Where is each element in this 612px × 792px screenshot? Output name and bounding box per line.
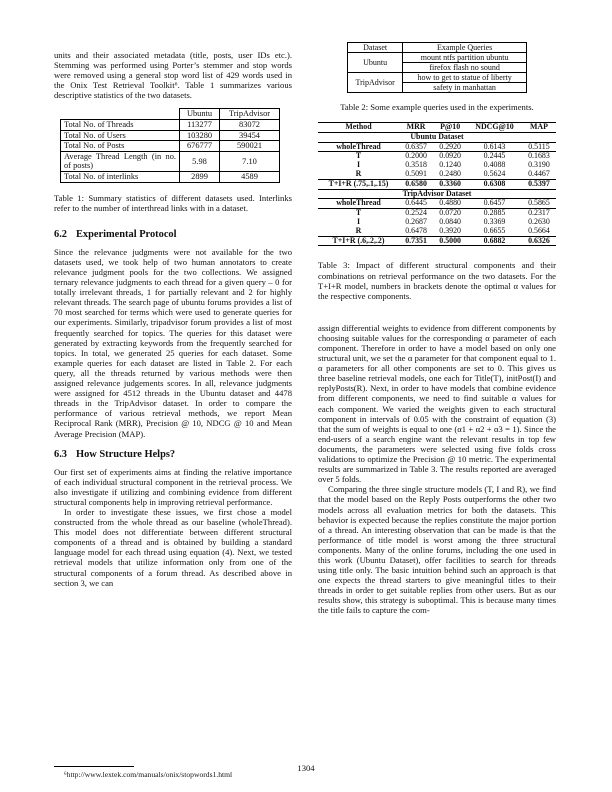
table-cell: 0.5624 (483, 169, 506, 179)
table-cell: 0.6326 (522, 236, 556, 246)
right-column (318, 42, 556, 616)
table-cell: 0.2445 (467, 152, 522, 161)
table-cell: 0.3518 (405, 160, 427, 170)
section-6-2-paragraph: Since the relevance judgments were not available for the two datasets used, we took help of two human annotators to create relevance judgment pools for the two collections. We assigned ternary relevance judgments to each thread for a given query – 0 for totally irrelevant threads, 1 for partially relevant and 2 for highly relevant threads. The search page of ubuntu forums provides a list of 70 most searched for terms which were used to generate queries for our experiments. Similarly, tripadvisor forum provides a list of most frequently searched for topics. The queries for this dataset were generated by extracting keywords from the frequently searched for topics. In total, we generated 25 queries for each dataset. Some example queries for each dataset are listed in Table 2. For each query, all the threads returned by various methods were then assigned relevance judgements scores. In all, relevance judgments were assigned for 4512 threads in the Ubuntu dataset and 4478 threads in the TripAdvisor dataset. In order to compare the performance of various retrieval methods, we report Mean Reciprocal Rank (MRR), Precision @ 10, NDCG @ 10 and Mean Average Precision (MAP). (54, 246, 292, 439)
table-cell: T+I+R (.6,.2,.2) (318, 236, 399, 246)
table-cell: 0.2920 (439, 141, 461, 151)
table-row (318, 227, 556, 236)
table-row (318, 218, 556, 227)
table-cell: 4589 (220, 172, 280, 183)
table-cell: 0.1240 (439, 160, 461, 170)
table-cell: R (355, 169, 362, 179)
table-cell: 0.4088 (483, 160, 506, 170)
right-paragraph-2: Comparing the three single structure models (T, I and R), we find that the model based on the Reply Posts outperforms the other two models across all evaluation metrics for both the datasets. This behavior is expected because the replies constitute the major portion of a thread. An interesting observation that can be made is that the performance of title model is worst among the three structural components. Many of the online forums, including the one used in this work (Ubuntu Dataset), offer facilities to search for threads using title only. The basic intuition behind such an approach is that one expects the thread starters to give meaningful titles to their threads in order to get suitable replies from other users. But as our results show, this strategy is suboptimal. This is because many times the title fails to capture the com- (318, 484, 556, 616)
page-number: 1304 (297, 763, 315, 773)
table-cell: 39454 (220, 130, 280, 141)
table-cell: R (355, 225, 362, 235)
table-cell: safety in manhattan (403, 83, 527, 93)
table-cell: I (356, 217, 361, 227)
table-header: MAP (522, 123, 556, 133)
table-cell: TripAdvisor (348, 73, 403, 93)
table-cell: 0.0840 (439, 217, 461, 227)
table-cell: 0.6308 (467, 179, 522, 189)
table-cell: 5.98 (180, 151, 220, 171)
footnote: ⁶http://www.lextek.com/manuals/onix/stopwords1.html (64, 770, 233, 779)
table-cell: T (318, 152, 399, 161)
table-cell: 0.7351 (399, 236, 433, 246)
table-cell: 0.6357 (405, 141, 427, 151)
table-cell: 0.5115 (528, 141, 550, 151)
table-cell: 0.2885 (467, 209, 522, 218)
table-2-caption: Table 2: Some example queries used in the experiments. (340, 102, 534, 112)
table-1 (60, 108, 280, 182)
table-section-label: Ubuntu Dataset (318, 132, 556, 142)
table-cell: Total No. of Users (61, 130, 180, 141)
table-row (61, 151, 280, 171)
table-header: MRR (399, 123, 433, 133)
table-2 (347, 42, 527, 93)
table-row (318, 161, 556, 170)
table-cell: Ubuntu (348, 53, 403, 73)
table-header: Example Queries (403, 43, 527, 53)
table-cell: T+I+R (.75,.1,.15) (318, 179, 399, 189)
table-cell: 0.2480 (439, 169, 461, 179)
table-cell: 0.6882 (467, 236, 522, 246)
table-cell: 0.0720 (433, 209, 467, 218)
table-header: TripAdvisor (220, 109, 280, 120)
table-cell: 0.4880 (439, 198, 461, 208)
table-row (318, 142, 556, 152)
table-cell: how to get to statue of liberty (403, 73, 527, 83)
table-cell: 0.5664 (528, 225, 550, 235)
table-row (318, 152, 556, 161)
table-cell: 0.1683 (522, 152, 556, 161)
table-header: P@10 (433, 123, 467, 133)
section-title: How Structure Helps? (76, 448, 176, 460)
table-1-caption: Table 1: Summary statistics of different datasets used. Interlinks refer to the number of interthread links with in a dataset. (54, 192, 292, 213)
section-6-3-paragraph-2: In order to investigate these issues, we first chose a model constructed from the whole thread as our baseline (wholeThread). This model does not differentiate between different structural components of a thread and is obtained by building a standard language model for each thread using equation (4). Next, we tested retrieval models that utilize information only from one of the structural components of a forum thread. As described above in section 3, we can (54, 506, 292, 588)
table-cell: 0.6580 (399, 179, 433, 189)
table-header: Method (318, 123, 399, 133)
table-cell: Total No. of Posts (61, 141, 180, 152)
table-row (318, 199, 556, 209)
table-cell: 0.6655 (483, 225, 506, 235)
table-cell: Average Thread Length (in no. of posts) (61, 151, 180, 171)
table-row (61, 120, 280, 131)
table-cell: 0.5865 (528, 198, 550, 208)
table-cell: 2899 (180, 172, 220, 183)
table-cell: 83072 (220, 120, 280, 131)
table-cell: 0.5091 (405, 169, 427, 179)
table-cell: 0.3190 (528, 160, 550, 170)
table-cell: Total No. of interlinks (61, 172, 180, 183)
table-cell: 0.6445 (405, 198, 427, 208)
table-header (61, 109, 180, 120)
table-cell: firefox flash no sound (403, 63, 527, 73)
table-cell: T (318, 209, 399, 218)
table-cell: 113277 (180, 120, 220, 131)
table-row (318, 179, 556, 189)
table-row (61, 141, 280, 152)
table-cell: 7.10 (220, 151, 280, 171)
table-cell: mount ntfs partition ubuntu (403, 53, 527, 63)
table-header: Ubuntu (180, 109, 220, 120)
table-cell: 0.6143 (483, 141, 506, 151)
table-cell: 0.2524 (399, 209, 433, 218)
table-cell: 103280 (180, 130, 220, 141)
section-number: 6.3 (54, 448, 67, 460)
table-cell: 0.6457 (483, 198, 506, 208)
table-cell: 0.2687 (405, 217, 427, 227)
table-row (318, 236, 556, 246)
table-cell: I (356, 160, 361, 170)
table-cell: 0.5397 (522, 179, 556, 189)
table-cell: 0.3360 (433, 179, 467, 189)
table-row (318, 170, 556, 179)
intro-paragraph: units and their associated metadata (title, posts, user IDs etc.). Stemming was performed using Porter’s stemmer and stop words were removed using a general stop word list of 429 words used in the Onix Test Retrieval Toolkit⁶. Table 1 summarizes various descriptive statistics of the two datasets. (54, 50, 292, 101)
section-title: Experimental Protocol (76, 228, 177, 240)
table-row (348, 73, 527, 83)
table-cell: 0.3369 (483, 217, 506, 227)
table-section-label: TripAdvisor Dataset (318, 189, 556, 199)
table-header: NDCG@10 (467, 123, 522, 133)
section-6-3-paragraph-1: Our first set of experiments aims at finding the relative importance of each individual structural component in the retrieval process. We also investigate if utilizing and combining evidence from different structural components help in improving retrieval performance. (54, 466, 292, 507)
right-paragraph-1: assign differential weights to evidence from different components by choosing suitable values for the corresponding α parameter of each component. Therefore in order to have a model based on only one structural unit, we set the α parameter for that component equal to 1. α parameters for all other components are set to 0. This gives us three baseline retrieval models, one each for Title(T), initPost(I) and replyPosts(R). Next, in order to have models that combine evidence from different components, we need to find suitable α values for each component. We varied the weights given to each structural component in intervals of 0.05 with the constraint of equation (3) that the sum of weights is equal to one (α1 + α2 + α3 = 1). Since the end-users of a search engine want the relevant results in top few documents, the parameters were selected using five folds cross validations to optimize the Precision @ 10 metric. The experimental results are summarized in Table 3. The results reported are averaged over 5 folds. (318, 322, 556, 485)
section-number: 6.2 (54, 228, 67, 240)
table-row (318, 209, 556, 218)
table-cell: 590021 (220, 141, 280, 152)
table-row (61, 130, 280, 141)
table-cell: wholeThread (336, 198, 381, 208)
section-heading-6-2 (54, 229, 292, 241)
table-row (348, 53, 527, 63)
left-column (54, 50, 292, 588)
table-cell: Total No. of Threads (61, 120, 180, 131)
table-3 (318, 122, 556, 246)
table-cell: 0.4467 (528, 169, 550, 179)
table-cell: 0.3920 (439, 225, 461, 235)
table-3-caption: Table 3: Impact of different structural components and their combinations on retrieval performance on the two datasets. For the T+I+R model, numbers in brackets denote the optimal α values for the respective components. (318, 260, 556, 301)
table-cell: 0.5000 (433, 236, 467, 246)
table-cell: 0.2630 (528, 217, 550, 227)
table-row (61, 172, 280, 183)
table-cell: 0.6478 (405, 225, 427, 235)
table-cell: 0.2317 (522, 209, 556, 218)
table-header: Dataset (348, 43, 403, 53)
table-cell: wholeThread (336, 141, 381, 151)
table-cell: 676777 (180, 141, 220, 152)
section-heading-6-3 (54, 449, 292, 461)
table-cell: 0.0920 (433, 152, 467, 161)
table-cell: 0.2000 (399, 152, 433, 161)
